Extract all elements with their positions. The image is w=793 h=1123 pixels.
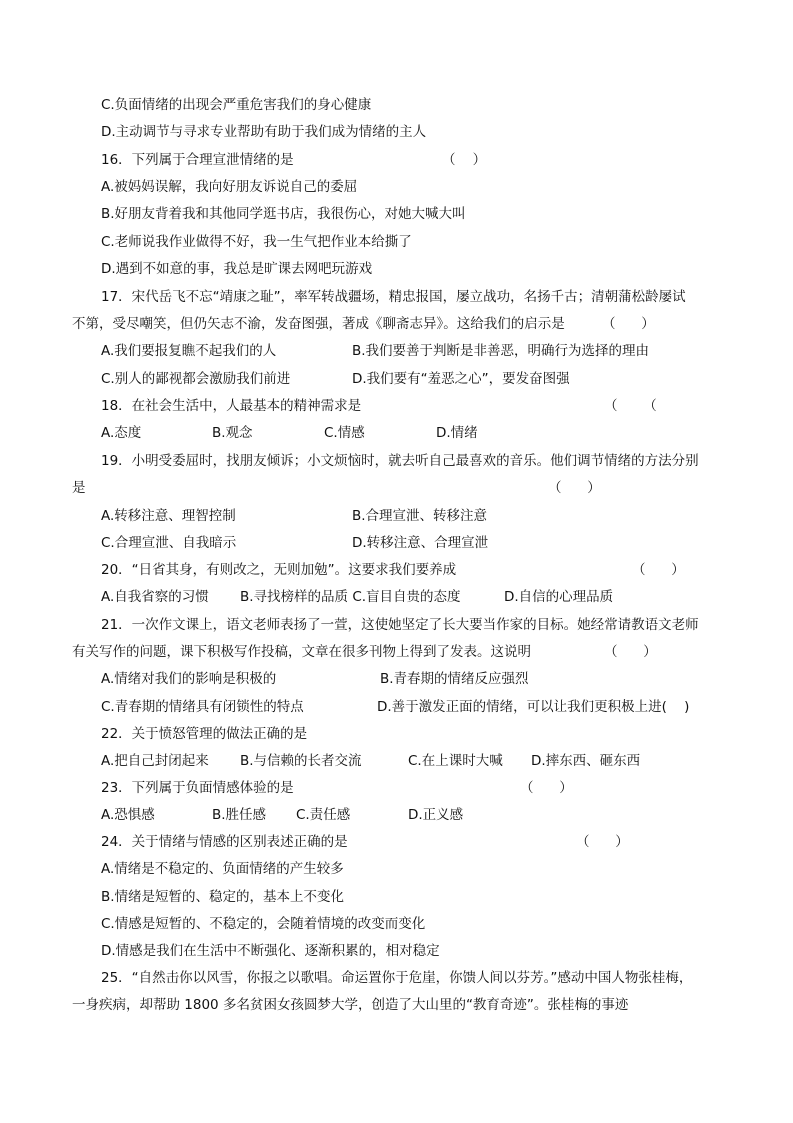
text-segment: （ ） bbox=[602, 316, 655, 332]
text-segment: B.胜任感 bbox=[212, 807, 267, 823]
text-segment: C.情感是短暂的、不稳定的，会随着情境的改变而变化 bbox=[101, 916, 426, 932]
text-segment: C.情感 bbox=[324, 425, 365, 441]
text-segment: D.摔东西、砸东西 bbox=[531, 753, 641, 769]
text-segment: 不第，受尽嘲笑，但仍矢志不渝，发奋图强，著成《聊斋志异》。这给我们的启示是 bbox=[72, 316, 565, 332]
text-segment: C.在上课时大喊 bbox=[408, 753, 503, 769]
text-segment: 25．“自然击你以风雪，你报之以歌唱。命运置你于危崖，你馈人间以芬芳。”感动中国人物张桂梅， bbox=[101, 970, 693, 986]
text-segment: 21．一次作文课上，语文老师表扬了一萱，这使她坚定了长大要当作家的目标。她经常请教语文老师 bbox=[101, 617, 699, 633]
text-segment: C.青春期的情绪具有闭锁性的特点 bbox=[101, 699, 304, 715]
text-segment: 17．宋代岳飞不忘“靖康之耻”，率军转战疆场，精忠报国，屡立战功，名扬千古；清朝蒲松龄屡试 bbox=[101, 289, 686, 305]
text-segment: B.青春期的情绪反应强烈 bbox=[380, 671, 529, 687]
text-segment: A.自我省察的习惯 bbox=[101, 589, 209, 605]
text-segment: 20．“日省其身，有则改之，无则加勉”。这要求我们要养成 bbox=[101, 562, 457, 578]
text-segment: B.合理宣泄、转移注意 bbox=[352, 508, 488, 524]
text-segment: C.责任感 bbox=[296, 807, 351, 823]
text-segment: 19．小明受委屈时，找朋友倾诉；小文烦恼时，就去听自己最喜欢的音乐。他们调节情绪的方法分别 bbox=[101, 453, 699, 469]
text-segment: A.态度 bbox=[101, 425, 142, 441]
text-segment: C.老师说我作业做得不好，我一生气把作业本给撕了 bbox=[101, 234, 412, 250]
text-segment: D.正义感 bbox=[408, 807, 464, 823]
text-segment: （ （ bbox=[604, 398, 657, 414]
text-segment: 23．下列属于负面情感体验的是 bbox=[101, 780, 294, 796]
text-segment: C.合理宣泄、自我暗示 bbox=[101, 535, 237, 551]
text-segment: A.被妈妈误解，我向好朋友诉说自己的委屈 bbox=[101, 179, 358, 195]
text-segment: D.情绪 bbox=[436, 425, 478, 441]
text-segment: 是 bbox=[72, 480, 86, 496]
text-segment: D.遇到不如意的事，我总是旷课去网吧玩游戏 bbox=[101, 261, 373, 277]
text-segment: A.把自己封闭起来 bbox=[101, 753, 209, 769]
text-segment: B.寻找榜样的品质 C.盲目自贵的态度 bbox=[240, 589, 461, 605]
text-segment: A.情绪对我们的影响是积极的 bbox=[101, 671, 277, 687]
text-segment: A.情绪是不稳定的、负面情绪的产生较多 bbox=[101, 861, 344, 877]
text-segment: 22．关于愤怒管理的做法正确的是 bbox=[101, 726, 308, 742]
text-segment: 有关写作的问题，课下积极写作投稿，文章在很多刊物上得到了发表。这说明 bbox=[72, 644, 531, 660]
text-segment: D.我们要有“羞恶之心”，要发奋图强 bbox=[352, 371, 570, 387]
text-segment: （ ） bbox=[576, 834, 629, 850]
text-segment: A.我们要报复瞧不起我们的人 bbox=[101, 343, 277, 359]
text-segment: （ ） bbox=[548, 480, 601, 496]
text-segment: D.善于激发正面的情绪，可以让我们更积极上进( ) bbox=[377, 699, 690, 715]
text-segment: D.情感是我们在生活中不断强化、逐渐积累的，相对稳定 bbox=[101, 943, 440, 959]
text-segment: A.恐惧感 bbox=[101, 807, 155, 823]
text-segment: 24．关于情绪与情感的区别表述正确的是 bbox=[101, 834, 348, 850]
text-segment: D.主动调节与寻求专业帮助有助于我们成为情绪的主人 bbox=[101, 124, 427, 140]
text-segment: （ ） bbox=[442, 152, 487, 168]
text-segment: C.别人的鄙视都会激励我们前进 bbox=[101, 371, 291, 387]
text-segment: D.自信的心理品质 bbox=[504, 589, 614, 605]
text-segment: （ ） bbox=[632, 562, 685, 578]
text-segment: B.我们要善于判断是非善恶，明确行为选择的理由 bbox=[352, 343, 650, 359]
text-segment: 16．下列属于合理宣泄情绪的是 bbox=[101, 152, 294, 168]
text-segment: 18．在社会生活中，人最基本的精神需求是 bbox=[101, 398, 362, 414]
text-segment: B.与信赖的长者交流 bbox=[240, 753, 362, 769]
text-segment: D.转移注意、合理宣泄 bbox=[352, 535, 489, 551]
text-segment: （ ） bbox=[604, 644, 657, 660]
text-segment: C.负面情绪的出现会严重危害我们的身心健康 bbox=[101, 97, 372, 113]
text-segment: 一身疾病，却帮助 1800 多名贫困女孩圆梦大学，创造了大山里的“教育奇迹”。张桂梅的事迹 bbox=[72, 997, 629, 1013]
text-segment: B.观念 bbox=[212, 425, 253, 441]
text-segment: A.转移注意、理智控制 bbox=[101, 508, 236, 524]
text-segment: B.好朋友背着我和其他同学逛书店，我很伤心，对她大喊大叫 bbox=[101, 206, 466, 222]
text-segment: B.情绪是短暂的、稳定的，基本上不变化 bbox=[101, 889, 345, 905]
text-segment: （ ） bbox=[520, 780, 573, 796]
